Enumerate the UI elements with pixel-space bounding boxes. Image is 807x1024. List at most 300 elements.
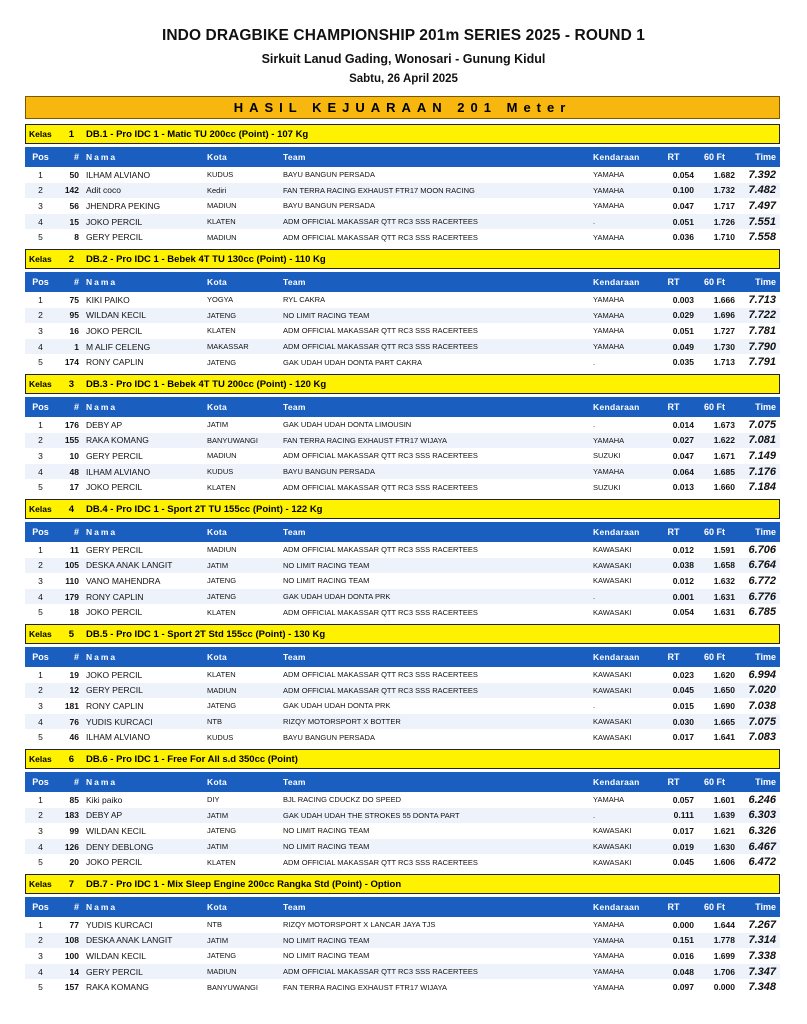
class-title: DB.4 - Pro IDC 1 - Sport 2T TU 155cc (Point) - 122 Kg	[86, 503, 323, 515]
cell-time: 7.722	[748, 309, 776, 322]
cell-rt: 0.014	[672, 419, 694, 430]
cell-number: 16	[69, 325, 79, 336]
cell-nama: WILDAN KECIL	[86, 825, 146, 836]
column-header-row	[25, 397, 780, 417]
col-kota: Kota	[207, 402, 228, 412]
cell-nama: GERY PERCIL	[86, 232, 143, 243]
col-rt: RT	[667, 527, 680, 537]
cell-kota: JATENG	[207, 310, 237, 320]
cell-rt: 0.015	[672, 700, 694, 711]
cell-pos: 1	[38, 419, 43, 430]
class-section	[25, 249, 780, 374]
cell-kota: KUDUS	[207, 732, 234, 742]
cell-rt: 0.111	[673, 810, 694, 821]
col-nama: Nama	[86, 902, 118, 912]
cell-nama: M ALIF CELENG	[86, 341, 151, 352]
cell-team: ADM OFFICIAL MAKASSAR QTT RC3 SSS RACERTEES	[283, 545, 478, 555]
col-kota: Kota	[207, 152, 228, 162]
cell-time: 6.467	[748, 840, 776, 853]
cell-60ft: 1.730	[713, 341, 735, 352]
col-kendaraan: Kendaraan	[593, 902, 640, 912]
cell-kendaraan: KAWASAKI	[593, 560, 632, 570]
col-nama: Nama	[86, 527, 118, 537]
cell-pos: 1	[38, 544, 43, 555]
cell-kota: KLATEN	[207, 857, 236, 867]
col-pos: Pos	[32, 902, 49, 912]
cell-number: 56	[69, 200, 79, 211]
cell-team: RIZQY MOTORSPORT X LANCAR JAYA TJS	[283, 920, 436, 930]
cell-60ft: 1.726	[713, 216, 735, 227]
cell-nama: RONY CAPLIN	[86, 700, 144, 711]
cell-kota: KLATEN	[207, 670, 236, 680]
cell-kota: MAKASSAR	[207, 342, 249, 352]
cell-nama: JOKO PERCIL	[86, 216, 143, 227]
cell-kota: YOGYA	[207, 295, 234, 305]
cell-time: 7.075	[748, 715, 776, 728]
class-section	[25, 374, 780, 499]
col-kendaraan: Kendaraan	[593, 402, 640, 412]
cell-kota: JATIM	[207, 935, 229, 945]
cell-pos: 4	[38, 841, 43, 852]
cell-time: 6.994	[748, 668, 776, 681]
col-team: Team	[283, 652, 306, 662]
result-row	[25, 573, 780, 589]
cell-60ft: 1.778	[713, 935, 735, 946]
cell-team: ADM OFFICIAL MAKASSAR QTT RC3 SSS RACERTEES	[283, 326, 478, 336]
cell-60ft: 1.699	[713, 950, 735, 961]
result-rows	[25, 542, 780, 620]
cell-number: 126	[64, 841, 79, 852]
cell-kendaraan: YAMAHA	[593, 982, 625, 992]
col-number: #	[73, 777, 79, 787]
cell-time: 6.326	[748, 824, 776, 837]
col-60ft: 60 Ft	[703, 652, 725, 662]
cell-rt: 0.054	[672, 169, 694, 180]
cell-team: BAYU BANGUN PERSADA	[283, 732, 375, 742]
col-60ft: 60 Ft	[703, 402, 725, 412]
cell-kota: BANYUWANGI	[207, 982, 258, 992]
cell-nama: RAKA KOMANG	[86, 982, 149, 993]
cell-kendaraan: .	[593, 420, 596, 430]
result-row	[25, 464, 780, 480]
cell-rt: 0.100	[672, 185, 694, 196]
cell-60ft: 1.727	[713, 325, 735, 336]
cell-kendaraan: YAMAHA	[593, 795, 625, 805]
cell-time: 7.338	[748, 949, 776, 962]
cell-rt: 0.003	[672, 294, 694, 305]
cell-rt: 0.027	[672, 435, 694, 446]
cell-60ft: 1.665	[713, 716, 735, 727]
cell-team: ADM OFFICIAL MAKASSAR QTT RC3 SSS RACERTEES	[283, 967, 478, 977]
class-section	[25, 624, 780, 749]
cell-pos: 5	[38, 482, 43, 493]
cell-time: 6.246	[748, 793, 776, 806]
cell-number: 14	[69, 966, 79, 977]
cell-number: 8	[74, 232, 79, 243]
cell-rt: 0.029	[672, 310, 694, 321]
cell-time: 7.267	[748, 918, 776, 931]
column-header-row	[25, 147, 780, 167]
col-pos: Pos	[32, 402, 49, 412]
cell-nama: JOKO PERCIL	[86, 669, 143, 680]
cell-nama: RONY CAPLIN	[86, 357, 144, 368]
cell-time: 7.176	[748, 465, 776, 478]
col-kendaraan: Kendaraan	[593, 777, 640, 787]
cell-pos: 5	[38, 857, 43, 868]
cell-kendaraan: .	[593, 357, 596, 367]
cell-kota: JATIM	[207, 420, 229, 430]
result-row	[25, 183, 780, 199]
cell-team: GAK UDAH UDAH DONTA PART CAKRA	[283, 357, 423, 367]
col-kota: Kota	[207, 777, 228, 787]
col-time: Time	[755, 652, 776, 662]
cell-time: 7.038	[748, 699, 776, 712]
cell-nama: DEBY AP	[86, 810, 123, 821]
cell-pos: 4	[38, 716, 43, 727]
class-title: DB.7 - Pro IDC 1 - Mix Sleep Engine 200cc Rangka Std (Point) - Option	[86, 878, 402, 890]
cell-number: 181	[64, 700, 79, 711]
result-row	[25, 339, 780, 355]
cell-team: BJL RACING CDUCKZ DO SPEED	[283, 795, 402, 805]
cell-nama: Kiki paiko	[86, 794, 123, 805]
class-title: DB.1 - Pro IDC 1 - Matic TU 200cc (Point) - 107 Kg	[86, 128, 309, 140]
col-pos: Pos	[32, 652, 49, 662]
cell-kota: BANYUWANGI	[207, 435, 258, 445]
result-row	[25, 417, 780, 433]
cell-kendaraan: YAMAHA	[593, 967, 625, 977]
result-row	[25, 323, 780, 339]
cell-rt: 0.038	[672, 560, 694, 571]
cell-60ft: 1.713	[713, 357, 735, 368]
cell-kota: JATENG	[207, 701, 237, 711]
class-header	[25, 874, 780, 894]
result-row	[25, 729, 780, 745]
cell-pos: 1	[38, 294, 43, 305]
cell-team: RIZQY MOTORSPORT X BOTTER	[283, 717, 401, 727]
cell-pos: 3	[38, 325, 43, 336]
cell-kota: JATIM	[207, 842, 229, 852]
cell-pos: 2	[38, 310, 43, 321]
cell-team: ADM OFFICIAL MAKASSAR QTT RC3 SSS RACERTEES	[283, 857, 478, 867]
cell-team: GAK UDAH UDAH DONTA PRK	[283, 592, 391, 602]
cell-team: ADM OFFICIAL MAKASSAR QTT RC3 SSS RACERTEES	[283, 217, 478, 227]
col-team: Team	[283, 152, 306, 162]
cell-kendaraan: YAMAHA	[593, 295, 625, 305]
class-number: 7	[68, 878, 74, 890]
cell-rt: 0.151	[672, 935, 694, 946]
cell-nama: Adit coco	[86, 185, 121, 196]
cell-kendaraan: .	[593, 217, 596, 227]
col-pos: Pos	[32, 152, 49, 162]
cell-pos: 1	[38, 169, 43, 180]
col-number: #	[73, 277, 79, 287]
cell-number: 76	[69, 716, 79, 727]
cell-rt: 0.016	[672, 950, 694, 961]
cell-60ft: 1.630	[713, 841, 735, 852]
cell-team: FAN TERRA RACING EXHAUST FTR17 MOON RACING	[283, 185, 475, 195]
cell-number: 20	[69, 857, 79, 868]
cell-rt: 0.012	[672, 544, 694, 555]
class-label: Kelas	[29, 879, 52, 889]
cell-kendaraan: KAWASAKI	[593, 685, 632, 695]
cell-pos: 5	[38, 982, 43, 993]
cell-60ft: 1.620	[713, 669, 735, 680]
class-label: Kelas	[29, 504, 52, 514]
cell-number: 95	[69, 310, 79, 321]
class-number: 5	[68, 628, 74, 640]
result-row	[25, 229, 780, 245]
cell-rt: 0.017	[672, 825, 694, 836]
cell-pos: 3	[38, 575, 43, 586]
result-row	[25, 698, 780, 714]
cell-time: 7.781	[748, 324, 776, 337]
cell-60ft: 1.644	[713, 919, 735, 930]
cell-time: 6.472	[748, 856, 776, 869]
results-banner: HASIL KEJUARAAN 201 Meter	[25, 96, 780, 119]
cell-kota: MADIUN	[207, 451, 237, 461]
result-row	[25, 558, 780, 574]
class-label: Kelas	[29, 629, 52, 639]
col-rt: RT	[667, 277, 680, 287]
cell-pos: 2	[38, 185, 43, 196]
col-kota: Kota	[207, 527, 228, 537]
cell-nama: ILHAM ALVIANO	[86, 732, 151, 743]
cell-kota: JATENG	[207, 592, 237, 602]
cell-number: 108	[64, 935, 79, 946]
cell-kota: KUDUS	[207, 467, 234, 477]
cell-time: 6.776	[748, 590, 776, 603]
cell-kota: KLATEN	[207, 482, 236, 492]
cell-time: 7.392	[748, 168, 776, 181]
cell-kendaraan: KAWASAKI	[593, 826, 632, 836]
cell-number: 157	[64, 982, 79, 993]
cell-rt: 0.057	[672, 794, 694, 805]
result-row	[25, 917, 780, 933]
col-time: Time	[755, 527, 776, 537]
cell-60ft: 1.631	[713, 591, 735, 602]
cell-60ft: 1.706	[713, 966, 735, 977]
cell-kota: MADIUN	[207, 232, 237, 242]
result-row	[25, 604, 780, 620]
cell-pos: 5	[38, 232, 43, 243]
result-rows	[25, 792, 780, 870]
cell-number: 11	[70, 544, 79, 555]
cell-rt: 0.019	[672, 841, 694, 852]
cell-kota: NTB	[207, 717, 222, 727]
cell-number: 19	[69, 669, 79, 680]
cell-time: 7.348	[748, 981, 776, 994]
cell-time: 7.020	[748, 684, 776, 697]
col-kendaraan: Kendaraan	[593, 652, 640, 662]
class-header	[25, 374, 780, 394]
cell-60ft: 1.666	[713, 294, 735, 305]
cell-number: 15	[69, 216, 79, 227]
cell-number: 77	[69, 919, 79, 930]
cell-kota: JATIM	[207, 560, 229, 570]
cell-kota: NTB	[207, 920, 222, 930]
cell-60ft: 1.682	[713, 169, 735, 180]
cell-number: 183	[64, 810, 79, 821]
class-section	[25, 124, 780, 249]
cell-kota: DIY	[207, 795, 220, 805]
result-row	[25, 979, 780, 995]
result-rows	[25, 667, 780, 745]
col-number: #	[73, 902, 79, 912]
cell-60ft: 1.632	[713, 575, 735, 586]
cell-time: 6.772	[748, 574, 776, 587]
col-team: Team	[283, 402, 306, 412]
cell-kota: KLATEN	[207, 217, 236, 227]
cell-number: 174	[64, 357, 79, 368]
cell-number: 105	[64, 560, 79, 571]
cell-kota: JATENG	[207, 951, 237, 961]
cell-kota: KLATEN	[207, 607, 236, 617]
cell-60ft: 1.639	[713, 810, 735, 821]
col-kendaraan: Kendaraan	[593, 152, 640, 162]
cell-60ft: 1.696	[713, 310, 735, 321]
cell-nama: GERY PERCIL	[86, 685, 143, 696]
cell-number: 85	[69, 794, 79, 805]
class-title: DB.2 - Pro IDC 1 - Bebek 4T TU 130cc (Point) - 110 Kg	[86, 253, 326, 265]
cell-time: 7.791	[748, 356, 776, 369]
cell-60ft: 1.606	[713, 857, 735, 868]
result-row	[25, 714, 780, 730]
cell-time: 6.303	[748, 809, 776, 822]
cell-time: 7.497	[748, 199, 776, 212]
cell-60ft: 1.641	[713, 732, 735, 743]
result-row	[25, 823, 780, 839]
class-number: 6	[68, 753, 74, 765]
cell-number: 46	[69, 732, 79, 743]
cell-team: ADM OFFICIAL MAKASSAR QTT RC3 SSS RACERTEES	[283, 451, 478, 461]
column-header-row	[25, 897, 780, 917]
cell-team: FAN TERRA RACING EXHAUST FTR17 WIJAYA	[283, 982, 448, 992]
col-nama: Nama	[86, 402, 118, 412]
cell-team: NO LIMIT RACING TEAM	[283, 310, 370, 320]
cell-kendaraan: YAMAHA	[593, 935, 625, 945]
cell-team: GAK UDAH UDAH THE STROKES 55 DONTA PART	[283, 810, 460, 820]
cell-time: 6.785	[748, 606, 776, 619]
col-time: Time	[755, 152, 776, 162]
cell-team: ADM OFFICIAL MAKASSAR QTT RC3 SSS RACERTEES	[283, 232, 478, 242]
class-title: DB.6 - Pro IDC 1 - Free For All s.d 350cc (Point)	[86, 753, 298, 765]
event-date: Sabtu, 26 April 2025	[349, 73, 458, 85]
col-pos: Pos	[32, 777, 49, 787]
col-rt: RT	[667, 152, 680, 162]
cell-60ft: 1.658	[713, 560, 735, 571]
cell-rt: 0.045	[672, 857, 694, 868]
cell-team: ADM OFFICIAL MAKASSAR QTT RC3 SSS RACERTEES	[283, 482, 478, 492]
result-row	[25, 964, 780, 980]
cell-60ft: 1.601	[713, 794, 735, 805]
col-60ft: 60 Ft	[703, 777, 725, 787]
cell-team: BAYU BANGUN PERSADA	[283, 201, 375, 211]
cell-team: ADM OFFICIAL MAKASSAR QTT RC3 SSS RACERTEES	[283, 685, 478, 695]
class-number: 2	[68, 253, 74, 265]
result-row	[25, 479, 780, 495]
cell-kota: JATIM	[207, 810, 229, 820]
cell-team: FAN TERRA RACING EXHAUST FTR17 WIJAYA	[283, 435, 448, 445]
result-row	[25, 167, 780, 183]
cell-time: 7.081	[748, 434, 776, 447]
cell-team: NO LIMIT RACING TEAM	[283, 935, 370, 945]
cell-nama: RAKA KOMANG	[86, 435, 149, 446]
cell-pos: 1	[38, 669, 43, 680]
col-60ft: 60 Ft	[703, 152, 725, 162]
cell-number: 75	[69, 294, 79, 305]
cell-kota: KLATEN	[207, 326, 236, 336]
class-header	[25, 749, 780, 769]
col-team: Team	[283, 902, 306, 912]
cell-pos: 4	[38, 341, 43, 352]
cell-60ft: 1.621	[713, 825, 735, 836]
results-container	[25, 124, 780, 999]
result-row	[25, 448, 780, 464]
cell-team: NO LIMIT RACING TEAM	[283, 951, 370, 961]
column-header-row	[25, 272, 780, 292]
result-row	[25, 948, 780, 964]
col-rt: RT	[667, 402, 680, 412]
cell-kendaraan: YAMAHA	[593, 326, 625, 336]
cell-pos: 3	[38, 825, 43, 836]
cell-team: BAYU BANGUN PERSADA	[283, 467, 375, 477]
class-label: Kelas	[29, 254, 52, 264]
cell-kendaraan: KAWASAKI	[593, 607, 632, 617]
page-title: INDO DRAGBIKE CHAMPIONSHIP 201m SERIES 2025 - ROUND 1	[161, 27, 646, 44]
cell-team: NO LIMIT RACING TEAM	[283, 560, 370, 570]
cell-60ft: 1.732	[713, 185, 735, 196]
col-number: #	[73, 402, 79, 412]
cell-rt: 0.047	[672, 200, 694, 211]
cell-60ft: 0.000	[713, 982, 735, 993]
class-header	[25, 499, 780, 519]
cell-kendaraan: .	[593, 810, 596, 820]
cell-kendaraan: SUZUKI	[593, 451, 621, 461]
cell-number: 99	[69, 825, 79, 836]
cell-nama: JOKO PERCIL	[86, 482, 143, 493]
cell-kendaraan: YAMAHA	[593, 185, 625, 195]
col-60ft: 60 Ft	[703, 527, 725, 537]
col-team: Team	[283, 777, 306, 787]
cell-number: 142	[64, 185, 79, 196]
cell-nama: JOKO PERCIL	[86, 857, 143, 868]
cell-time: 7.075	[748, 418, 776, 431]
cell-rt: 0.000	[672, 919, 694, 930]
cell-rt: 0.048	[672, 966, 694, 977]
cell-team: NO LIMIT RACING TEAM	[283, 842, 370, 852]
class-label: Kelas	[29, 129, 52, 139]
col-rt: RT	[667, 902, 680, 912]
cell-team: NO LIMIT RACING TEAM	[283, 576, 370, 586]
venue-subtitle: Sirkuit Lanud Gading, Wonosari - Gunung Kidul	[261, 52, 546, 66]
cell-pos: 1	[38, 919, 43, 930]
cell-kendaraan: YAMAHA	[593, 201, 625, 211]
cell-nama: DENY DEBLONG	[86, 841, 154, 852]
result-rows	[25, 417, 780, 495]
cell-number: 179	[64, 591, 79, 602]
cell-nama: RONY CAPLIN	[86, 591, 144, 602]
cell-kota: MADIUN	[207, 545, 237, 555]
cell-team: ADM OFFICIAL MAKASSAR QTT RC3 SSS RACERTEES	[283, 670, 478, 680]
cell-time: 7.790	[748, 340, 776, 353]
result-row	[25, 308, 780, 324]
cell-kota: MADIUN	[207, 967, 237, 977]
cell-team: GAK UDAH UDAH DONTA LIMOUSIN	[283, 420, 412, 430]
col-time: Time	[755, 902, 776, 912]
cell-pos: 5	[38, 357, 43, 368]
cell-60ft: 1.650	[713, 685, 735, 696]
class-section	[25, 499, 780, 624]
